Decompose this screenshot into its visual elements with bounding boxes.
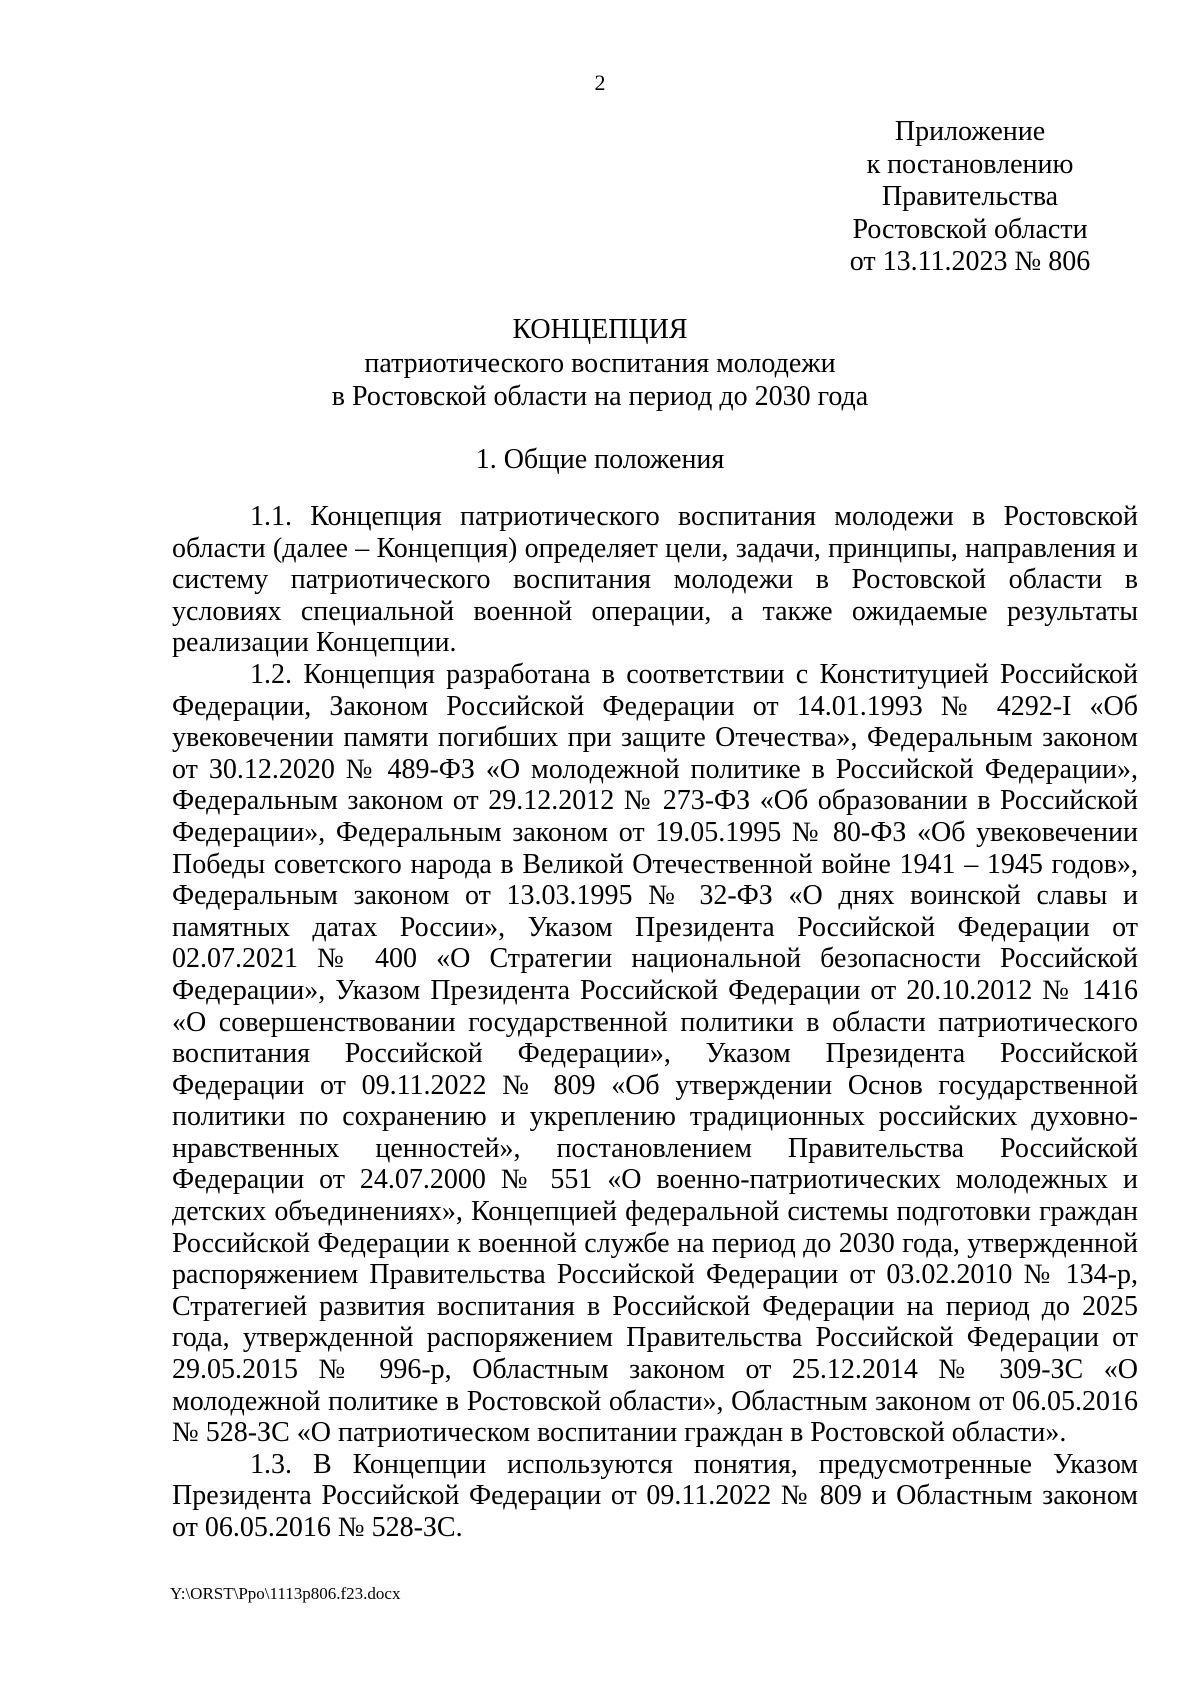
appendix-header [820, 116, 1120, 279]
title-subtitle: в Ростовской области на период до 2030 года [331, 381, 869, 412]
paragraph-1-2: 1.2. Концепция разработана в соответствии с Конституцией Российской Федерации, Законом Российской Федерации от 14.01.1993 № 4292-I «Об увековечении памяти погибших при защите Отечества», Федеральным законом от 30.12.2020 № 489-ФЗ «О молодежной политике в Российской Федерации», Федеральным законом от 29.12.2012 № 273-ФЗ «Об образовании в Российской Федерации», Федеральным законом от 19.05.1995 № 80-ФЗ «Об увековечении Победы советского народа в Великой Отечественной войне 1941 – 1945 годов», Федеральным законом от 13.03.1995 № 32-ФЗ «О днях воинской славы и памятных датах России», Указом Президента Российской Федерации от 02.07.2021 № 400 «О Стратегии национальной безопасности Российской Федерации», Указом Президента Российской Федерации от 20.10.2012 № 1416 «О совершенствовании государственной политики в области патриотического воспитания Российской Федерации», Указом Президента Российской Федерации от 09.11.2022 № 809 «Об утверждении Основ государственной политики по сохранению и укреплению традиционных российских духовно-нравственных ценностей», постановлением Правительства Российской Федерации от 24.07.2000 № 551 «О военно-патриотических молодежных и детских объединениях», Концепцией федеральной системы подготовки граждан Российской Федерации к военной службе на период до 2030 года, утвержденной распоряжением Правительства Российской Федерации от 03.02.2010 № 134-р, Стратегией развития воспитания в Российской Федерации на период до 2025 года, утвержденной распоряжением Правительства Российской Федерации от 29.05.2015 № 996-р, Областным законом от 25.12.2014 № 309-ЗС «О молодежной политике в Ростовской области», Областным законом от 06.05.2016 № 528-ЗС «О патриотическом воспитании граждан в Ростовской области». [172, 658, 1138, 1449]
title-main: КОНЦЕПЦИЯ [512, 314, 688, 345]
paragraph-1-1: 1.1. Концепция патриотического воспитания молодежи в Ростовской области (далее – Концепция) определяет цели, задачи, принципы, направления и систему патриотического воспитания молодежи в Ростовской области в условиях специальной военной операции, а также ожидаемые результаты реализации Концепции. [172, 501, 1138, 659]
page-number: 2 [594, 70, 606, 95]
paragraph-1-3: 1.3. В Концепции используются понятия, предусмотренные Указом Президента Российской Федерации от 09.11.2022 № 809 и Областным законом от 06.05.2016 № 528-ЗС. [172, 1448, 1138, 1543]
document-body [172, 501, 1138, 1544]
footer-file-path: Y:\ORST\Ppo\1113p806.f23.docx [170, 1584, 401, 1603]
document-title [0, 313, 1200, 414]
appendix-line: к постановлению [866, 148, 1074, 180]
appendix-line: Приложение [894, 116, 1046, 147]
appendix-line: Ростовской области [852, 213, 1088, 245]
appendix-line: от 13.11.2023 № 806 [849, 246, 1091, 277]
section-heading: 1. Общие положения [475, 444, 725, 475]
title-subtitle: патриотического воспитания молодежи [364, 347, 836, 379]
appendix-line: Правительства [881, 181, 1059, 212]
